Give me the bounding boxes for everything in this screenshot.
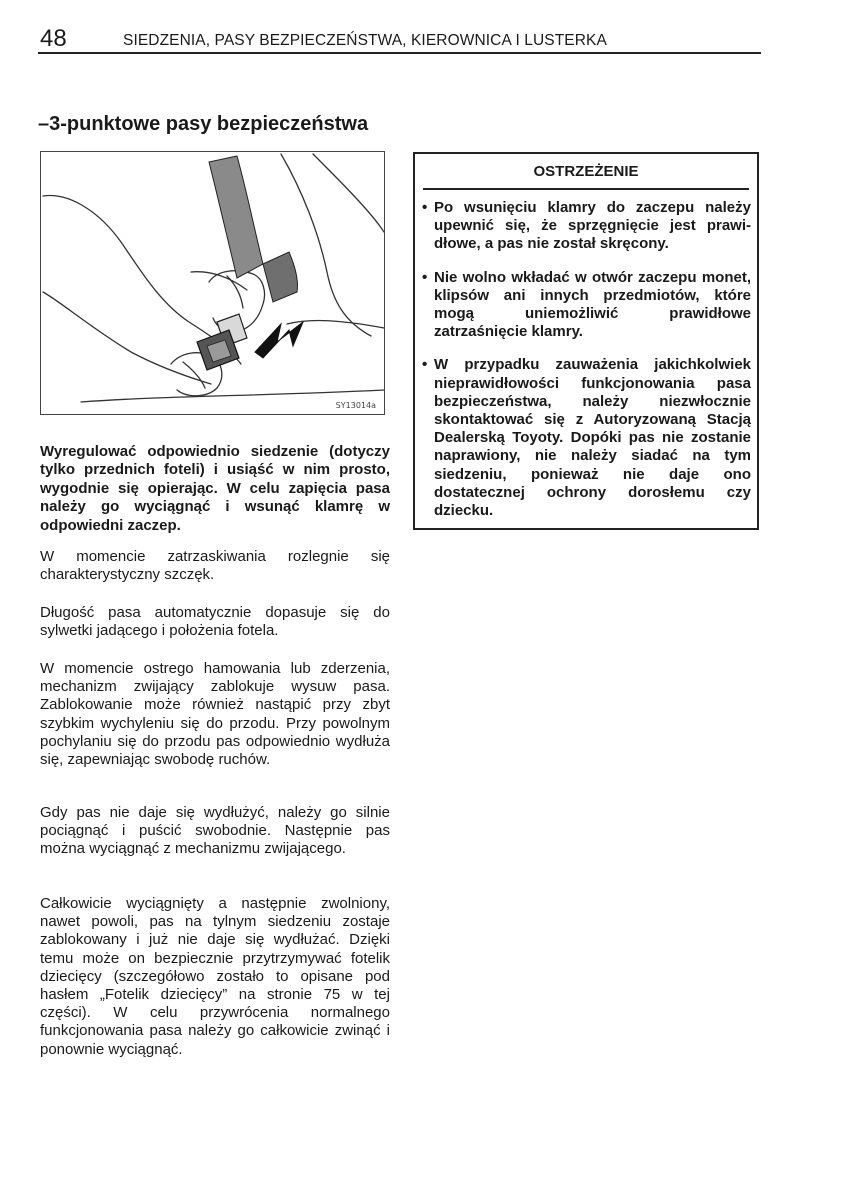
page-header: [38, 24, 761, 54]
bullet-icon: •: [422, 268, 428, 286]
warning-item: [421, 269, 751, 342]
warning-title: OSTRZEŻENIE: [423, 160, 749, 190]
running-title: SIEDZENIA, PASY BEZPIECZEŃSTWA, KIEROWNICA I LUSTERKA: [123, 32, 607, 49]
bullet-icon: •: [422, 199, 428, 216]
figure-code: SY13014a: [335, 401, 376, 410]
warning-item: [421, 356, 751, 520]
body-paragraph-2: Długość pasa automatycznie dopasuje się do sylwetki jadącego i położenia fotela.: [40, 604, 390, 640]
body-paragraph-1: W momencie zatrzaskiwania rozlegnie się charakterystyczny szczęk.: [40, 548, 390, 584]
warning-box: [413, 152, 759, 530]
warning-item-text: Po wsunięciu klamry do zaczepu należy upewnić się, że sprzęgnięcie jest prawidłowe, a pas nie został skręcony.: [434, 199, 751, 253]
seatbelt-buckle-drawing: [41, 152, 385, 415]
seatbelt-illustration: [40, 151, 385, 415]
warning-item-text: W przypadku zauważenia jakichkolwiek nieprawidłowości funkcjonowania pasa bezpieczeństwa, należy niezwłocznie skontaktować się z Autoryzowaną Stacją Dealerską Toyoty. Dopóki pas nie zostanie naprawiony, nie należy siadać na tym siedzeniu, ponieważ nie daje ono dostatecznej ochrony dorosłemu czy dziecku.: [434, 356, 751, 520]
body-paragraph-5: Całkowicie wyciągnięty a następnie zwolniony, nawet powoli, pas na tylnym siedzeniu zostaje zablokowany i już nie daje się wydłużać. Dzięki temu może on bezpiecznie przytrzymywać fotelik dziecięcy (szczegółowo zostało to opisane pod hasłem „Fotelik dziecięcy” na stronie 75 w tej części). W celu przywrócenia normalnego funkcjonowania pasa należy go całkowicie zwinąć i ponownie wyciągnąć.: [40, 895, 390, 1058]
section-title: –3-punktowe pasy bezpieczeństwa: [38, 113, 369, 135]
body-paragraph-3: W momencie ostrego hamowania lub zderzenia, mechanizm zwijający zablokuje wysuw pasa. Zablokowanie może również nastąpić przy zbyt szybkim wychyleniu się do przodu. Przy powolnym pochylaniu się do przodu pas odpowiednio wydłuża się, zapewniając swobodę ruchów.: [40, 660, 390, 769]
warning-item: [421, 199, 751, 254]
body-paragraph-4: Gdy pas nie daje się wydłużyć, należy go silnie pociągnąć i puścić swobodnie. Następnie pas można wyciągnąć z mechanizmu zwijającego.: [40, 804, 390, 858]
lead-paragraph: Wyregulować odpowiednio siedzenie (dotyczy tylko przednich foteli) i usiąść w nim prosto, wygodnie się opierając. W celu zapięcia pasa należy go wyciągnąć i wsunąć klamrę w odpowiedni zaczep.: [40, 443, 390, 534]
warning-list: [421, 199, 751, 535]
bullet-icon: •: [422, 356, 428, 374]
page-number: 48: [40, 25, 67, 52]
warning-item-text: Nie wolno wkładać w otwór zaczepu monet, klipsów ani innych przedmiotów, które mogą uniemożliwić prawidłowe zatrzaśnięcie klamry.: [434, 268, 751, 341]
